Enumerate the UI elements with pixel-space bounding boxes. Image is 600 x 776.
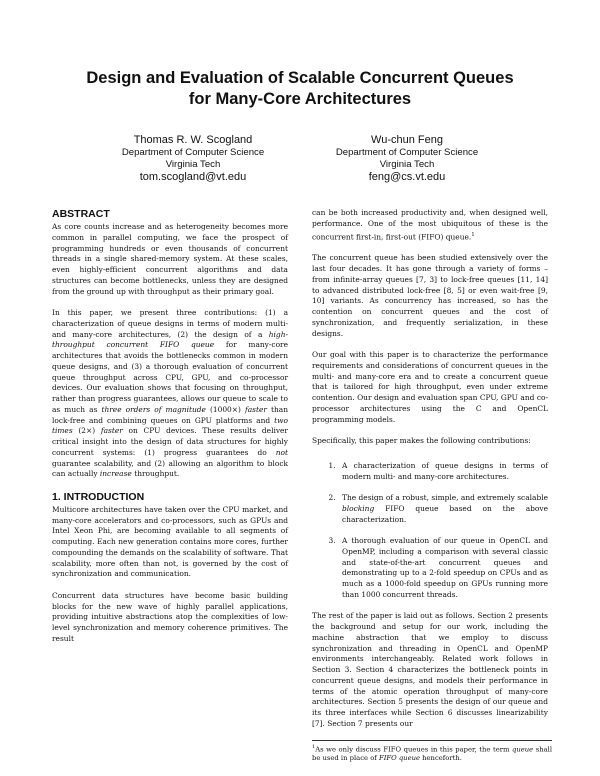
author-email: tom.scogland@vt.edu (139, 171, 247, 183)
abstract-paragraph-2: In this paper, we present three contributions: (1) a characterization of queue designs in terms of modern multi- and many-core architectures, (2) the design of a high-throughput concurrent FIFO queue for many-core architectures that avoids the bottlenecks common in modern queue designs, and (3) a thorough evaluation of concurrent queue throughput across CPU, GPU, and co-processor devices. Our evaluation shows that focusing on throughput, rather than progress guarantees, allows our queue to scale to as much as three orders of magnitude (1000×) faster than lock-free and combining queues on GPU platforms and two times (2×) faster on CPU devices. These results deliver critical insight into the design of data structures for highly concurrent systems: (1) progress guarantees do not guarantee scalability, and (2) allowing an algorithm to block can actually increase throughput. (52, 308, 288, 479)
contribution-item: 3. A thorough evaluation of our queue in OpenCL and OpenMP, including a comparison with several classic and state-of-the-art concurrent queues and demonstrating up to a 2-fold speedup on CPUs and as much as a 1000-fold speedup on GPUs running more than 1000 concurrent threads. (338, 536, 548, 601)
contributions-list (312, 461, 548, 601)
author-department: Department of Computer Science (121, 147, 265, 158)
abstract-heading: ABSTRACT (52, 208, 110, 220)
title-line-1: Design and Evaluation of Scalable Concurrent Queues (86, 69, 514, 87)
paper-title (40, 68, 560, 110)
left-column (52, 208, 288, 655)
author-department: Department of Computer Science (335, 147, 479, 158)
author-block-2 (292, 133, 522, 184)
contribution-item: 1. A characterization of queue designs in terms of modern multi- and many-core architectures. (338, 461, 548, 483)
introduction-heading: 1. INTRODUCTION (52, 490, 145, 503)
intro-paragraph-1: Multicore architectures have taken over the CPU market, and many-core accelerators and co-processors, such as GPUs and Intel Xeon Phi, are becoming available to all segments of computing. Each new generation contains more cores, further compounding the demands on the scalability of software. That scalability, more often than not, is governed by the cost of synchronization and communication. (52, 504, 288, 579)
intro-paragraph-6: Specifically, this paper makes the following contributions: (312, 436, 531, 446)
right-column (312, 208, 548, 740)
author-email: feng@cs.vt.edu (368, 171, 446, 183)
contribution-item: 2. The design of a robust, simple, and extremely scalable blocking FIFO queue based on the above characterization. (338, 493, 548, 525)
title-line-2: for Many-Core Architectures (188, 90, 412, 108)
intro-paragraph-7: The rest of the paper is laid out as follows. Section 2 presents the background and setup for our work, including the machine abstraction that we employ to discuss synchronization and threading in OpenCL and OpenMP environments interchangeably. Related work follows in Section 3. Section 4 characterizes the bottleneck points in concurrent queue designs, and models their performance in terms of the atomic operation throughput of many-core architectures. Section 5 presents the design of our queue and its three interfaces while Section 6 discusses linearizability [7]. Section 7 presents our (312, 611, 548, 728)
footnote: $^1$As we only discuss FIFO queues in this paper, the term queue shall be used in place of FIFO queue henceforth. (312, 740, 552, 763)
author-block-1 (78, 133, 308, 184)
intro-paragraph-2: Concurrent data structures have become basic building blocks for the new wave of highly parallel applications, providing intuitive abstractions atop the complexities of low-level synchronization and memory coherence primitives. The result (52, 590, 288, 643)
author-name: Thomas R. W. Scogland (133, 134, 253, 146)
intro-paragraph-4: The concurrent queue has been studied extensively over the last four decades. It has gone through a variety of forms – from infinite-array queues [7, 3] to lock-free queues [11, 14] to advanced distributed lock-free [8, 5] or even wait-free [9, 10] variants. As concurrency has increased, so has the contention on concurrent queues and the cost of synchronization, and frequently serialization, in these designs. (312, 253, 548, 338)
abstract-paragraph-1: As core counts increase and as heterogeneity becomes more common in parallel computing, we face the prospect of programming hundreds or even thousands of concurrent threads in a single shared-memory system. At these scales, even highly-efficient concurrent algorithms and data structures can become bottlenecks, unless they are designed from the ground up with throughput as their primary goal. (52, 222, 288, 296)
intro-paragraph-5: Our goal with this paper is to characterize the performance requirements and considerations of concurrent queues in the multi- and many-core era and to create a concurrent queue that is tailored for high throughput, even under extreme contention. Our design and evaluation span CPU, GPU and co-processor architectures using the C and OpenCL programming models. (312, 350, 548, 424)
intro-paragraph-3: can be both increased productivity and, when designed well, performance. One of the most ubiquitous of these is the concurrent first-in, first-out (FIFO) queue.$^1$ (312, 208, 548, 241)
footnote-number: 1 (312, 744, 316, 750)
footnote-marker: 1 (471, 231, 475, 238)
author-institution: Virginia Tech (379, 158, 435, 170)
author-institution: Virginia Tech (165, 158, 221, 170)
author-name: Wu-chun Feng (371, 134, 443, 146)
